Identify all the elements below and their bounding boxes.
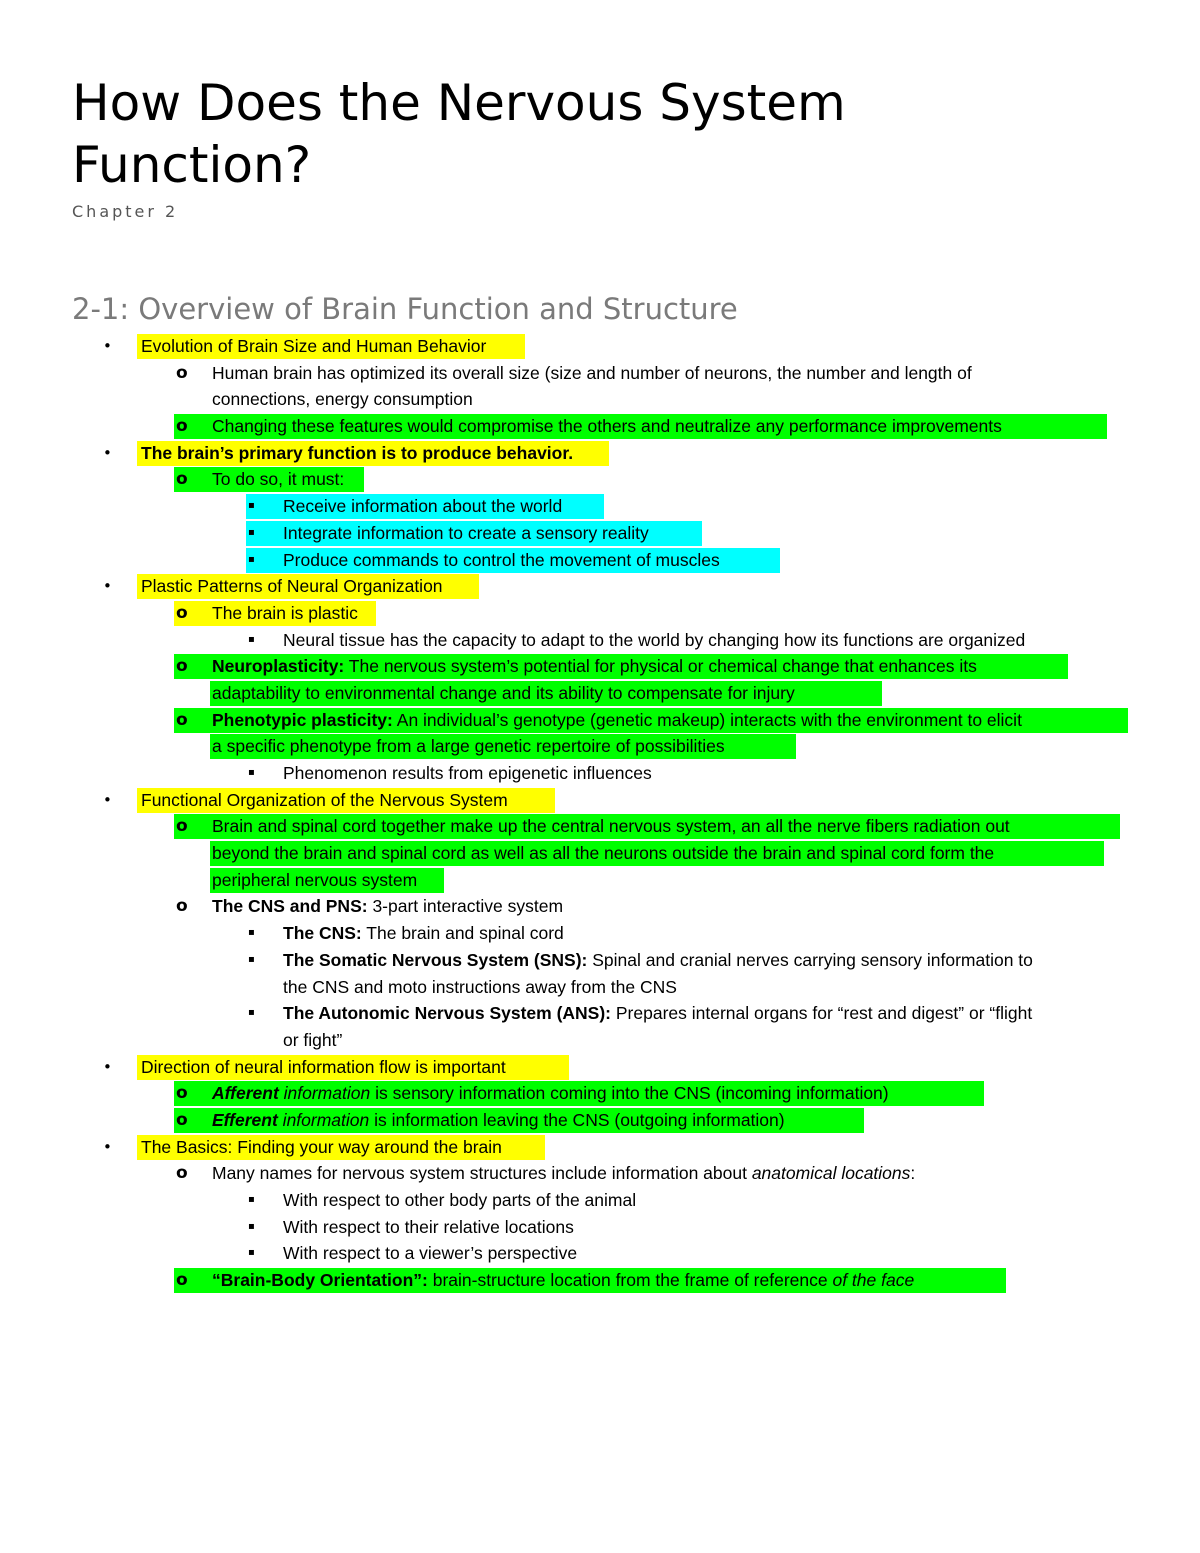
bullet-marker: o: [176, 362, 188, 383]
list-item-continuation: a specific phenotype from a large genetic repertoire of possibilities: [0, 733, 1200, 760]
item-brain-body-orientation: “Brain-Body Orientation”: brain-structure location from the frame of reference of the face: [212, 1270, 915, 1291]
item-brain-plastic: The brain is plastic: [212, 602, 358, 623]
bullet-marker: o: [176, 896, 188, 917]
item-primary-function: The brain’s primary function is to produce behavior.: [141, 442, 574, 463]
bullet-marker: o: [176, 469, 188, 490]
bullet-marker: •: [103, 1057, 112, 1076]
item-evolution: Evolution of Brain Size and Human Behavior: [141, 336, 487, 356]
bullet-marker: o: [176, 1109, 188, 1130]
item-neuroplasticity: Neuroplasticity: The nervous system’s potential for physical or chemical change that enhances its: [212, 656, 977, 677]
bullet-marker: o: [176, 1270, 188, 1291]
bullet-marker: ▪: [248, 500, 255, 512]
list-item: [0, 760, 1200, 787]
item-functional-organization: Functional Organization of the Nervous System: [141, 789, 508, 810]
list-item: [0, 1054, 1200, 1081]
item-afferent: Afferent information is sensory information coming into the CNS (incoming information): [212, 1083, 889, 1104]
item-phenotypic-plasticity: Phenotypic plasticity: An individual’s genotype (genetic makeup) interacts with the environment to elicit: [212, 709, 1022, 730]
list-item: [0, 466, 1200, 493]
list-item: [0, 1080, 1200, 1107]
bullet-marker: ▪: [248, 1007, 255, 1019]
item-sns: The Somatic Nervous System (SNS): Spinal and cranial nerves carrying sensory information to: [283, 949, 1033, 970]
list-item: [0, 1240, 1200, 1267]
list-item: [0, 653, 1200, 680]
list-item: [0, 1134, 1200, 1161]
list-item-continuation: connections, energy consumption: [212, 389, 473, 410]
bullet-marker: o: [176, 416, 188, 437]
bullet-marker: o: [176, 1163, 188, 1184]
list-item: [0, 627, 1200, 654]
bullet-marker: •: [103, 443, 112, 462]
bullet-marker: o: [176, 816, 188, 837]
item-cns: The CNS: The brain and spinal cord: [283, 923, 564, 944]
list-item: [0, 573, 1200, 600]
item-respect-viewer: With respect to a viewer’s perspective: [283, 1243, 578, 1264]
list-item: [0, 1267, 1200, 1294]
item-receive: Receive information about the world: [283, 496, 563, 517]
item-direction: Direction of neural information flow is important: [141, 1056, 506, 1077]
list-item: [0, 547, 1200, 574]
item-epigenetic: Phenomenon results from epigenetic influences: [283, 763, 652, 783]
list-item: [0, 520, 1200, 547]
document-title: [72, 72, 846, 196]
list-item: [0, 813, 1200, 840]
list-item-continuation: peripheral nervous system: [0, 867, 1200, 894]
item-respect-body: With respect to other body parts of the animal: [283, 1190, 637, 1210]
item-cns-pns-definition: Brain and spinal cord together make up the central nervous system, an all the nerve fibers radiation out: [212, 816, 1010, 837]
bullet-marker: ▪: [248, 1220, 255, 1232]
list-item-continuation: beyond the brain and spinal cord as well as all the neurons outside the brain and spinal cord form the: [0, 840, 1200, 867]
bullet-marker: •: [103, 337, 112, 355]
list-item-continuation: adaptability to environmental change and its ability to compensate for injury: [0, 680, 1200, 707]
outline-list: [0, 333, 1200, 1294]
list-item: [0, 333, 1200, 360]
bullet-marker: o: [176, 1083, 188, 1104]
list-item: [0, 787, 1200, 814]
bullet-marker: ▪: [248, 633, 255, 645]
item-neural-tissue: Neural tissue has the capacity to adapt to the world by changing how its functions are organized: [283, 629, 1026, 650]
bullet-marker: ▪: [248, 767, 255, 778]
list-item: [0, 947, 1200, 974]
list-item: [0, 413, 1200, 440]
list-item: [0, 600, 1200, 627]
list-item: [0, 1000, 1200, 1027]
list-item: [0, 1107, 1200, 1134]
bullet-marker: o: [176, 602, 188, 623]
list-item: [0, 1187, 1200, 1214]
list-item: [0, 707, 1200, 734]
item-efferent: Efferent information is information leaving the CNS (outgoing information): [212, 1109, 785, 1130]
bullet-marker: •: [103, 790, 112, 809]
section-heading: 2-1: Overview of Brain Function and Structure: [72, 292, 738, 326]
list-item: [0, 1214, 1200, 1241]
bullet-marker: o: [176, 709, 188, 730]
list-item: [0, 493, 1200, 520]
item-cns-and-pns: The CNS and PNS: 3-part interactive system: [212, 896, 564, 917]
list-item-continuation: or fight”: [283, 1029, 343, 1050]
item-produce: Produce commands to control the movement of muscles: [283, 549, 720, 570]
item-plastic-patterns: Plastic Patterns of Neural Organization: [141, 576, 443, 597]
item-optimized: Human brain has optimized its overall size (size and number of neurons, the number and length of: [212, 362, 972, 383]
item-respect-relative: With respect to their relative locations: [283, 1216, 574, 1237]
bullet-marker: •: [103, 1137, 112, 1156]
document-subtitle: Chapter 2: [72, 202, 179, 221]
bullet-marker: ▪: [248, 953, 255, 965]
bullet-marker: •: [103, 577, 112, 596]
list-item: [0, 440, 1200, 467]
list-item-continuation: the CNS and moto instructions away from the CNS: [283, 976, 677, 997]
list-item: [0, 920, 1200, 947]
bullet-marker: ▪: [248, 1194, 255, 1205]
list-item: [0, 1160, 1200, 1187]
bullet-marker: ▪: [248, 526, 255, 538]
title-line-2: Function?: [72, 136, 312, 194]
bullet-marker: ▪: [248, 1247, 255, 1259]
bullet-marker: ▪: [248, 553, 255, 565]
item-changing: Changing these features would compromise the others and neutralize any performance improvements: [212, 416, 1002, 437]
item-ans: The Autonomic Nervous System (ANS): Prepares internal organs for “rest and digest” or “flight: [283, 1003, 1033, 1024]
list-item: [0, 360, 1200, 387]
item-basics: The Basics: Finding your way around the brain: [141, 1136, 502, 1157]
bullet-marker: o: [176, 656, 188, 677]
item-many-names: Many names for nervous system structures include information about anatomical locations:: [212, 1163, 916, 1184]
list-item: [0, 893, 1200, 920]
item-to-do: To do so, it must:: [212, 469, 345, 490]
item-integrate: Integrate information to create a sensory reality: [283, 522, 649, 543]
title-line-1: How Does the Nervous System: [72, 74, 846, 132]
bullet-marker: ▪: [248, 927, 255, 939]
